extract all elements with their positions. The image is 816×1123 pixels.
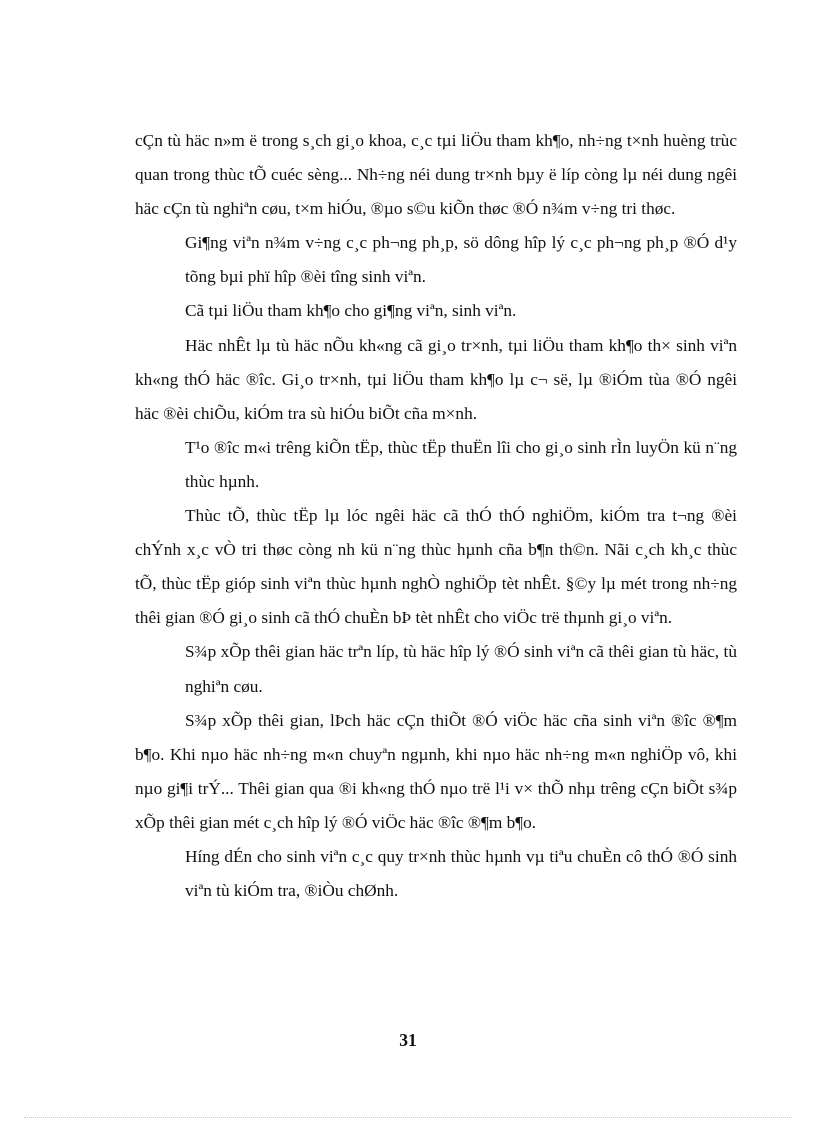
- paragraph-1: cÇn tù häc n»m ë trong s¸ch gi¸o khoa, c¸c tµi liÖu tham kh¶o, nh÷ng t×nh huèng trùc quan trong thùc tÕ cuéc sèng... Nh÷ng néi dung tr×nh bµy ë líp còng lµ néi dung ngêi häc cÇn tù nghiªn cøu, t×m hiÓu, ®µo s©u kiÕn thøc ®Ó n¾m v÷ng tri thøc.: [135, 131, 737, 219]
- paragraph-9: Híng dÉn cho sinh viªn c¸c quy tr×nh thùc hµnh vµ tiªu chuÈn cô thÓ ®Ó sinh viªn tù kiÓm tra, ®iÒu chØnh.: [185, 846, 737, 901]
- page-bottom-divider: [24, 1117, 792, 1118]
- body-text: [135, 124, 737, 908]
- paragraph-4: Häc nhÊt lµ tù häc nÕu kh«ng cã gi¸o tr×nh, tµi liÖu tham kh¶o th× sinh viªn kh«ng thÓ häc ®îc. Gi¸o tr×nh, tµi liÖu tham kh¶o lµ c¬ së, lµ ®iÓm tùa ®Ó ngêi häc ®èi chiÕu, kiÓm tra sù hiÓu biÕt cña m×nh.: [135, 335, 737, 423]
- page-number: 31: [399, 1030, 417, 1050]
- paragraph-5: T¹o ®îc m«i trêng kiÕn tËp, thùc tËp thuËn lîi cho gi¸o sinh rÌn luyÖn kü n¨ng thùc hµnh.: [185, 437, 737, 491]
- paragraph-6: Thùc tÕ, thùc tËp lµ lóc ngêi häc cã thÓ thÓ nghiÖm, kiÓm tra t¬ng ®èi chÝnh x¸c vÒ tri thøc còng nh kü n¨ng thùc hµnh cña b¶n th©n. Nãi c¸ch kh¸c thùc tÕ, thùc tËp gióp sinh viªn thùc hµnh nghÒ nghiÖp tèt nhÊt. §©y lµ mét trong nh÷ng thêi gian ®Ó gi¸o sinh cã thÓ chuÈn bÞ tèt nhÊt cho viÖc trë thµnh gi¸o viªn.: [135, 506, 737, 628]
- paragraph-7: S¾p xÕp thêi gian häc trªn líp, tù häc hîp lý ®Ó sinh viªn cã thêi gian tù häc, tù nghiªn cøu.: [185, 642, 737, 696]
- paragraph-2: Gi¶ng viªn n¾m v÷ng c¸c ph¬ng ph¸p, sö dông hîp lý c¸c ph¬ng ph¸p ®Ó d¹y tõng bµi phï hîp ®èi tîng sinh viªn.: [185, 233, 737, 287]
- paragraph-3: Cã tµi liÖu tham kh¶o cho gi¶ng viªn, sinh viªn.: [185, 301, 517, 321]
- paragraph-8: S¾p xÕp thêi gian, lÞch häc cÇn thiÕt ®Ó viÖc häc cña sinh viªn ®îc ®¶m b¶o. Khi nµo häc nh÷ng m«n chuyªn ngµnh, khi nµo häc nh÷ng m«n nghiÖp vô, khi nµo gi¶i trÝ... Thêi gian qua ®i kh«ng thÓ nµo trë l¹i v× thÕ nhµ trêng cÇn biÕt s¾p xÕp thêi gian mét c¸ch hîp lý ®Ó viÖc häc ®îc ®¶m b¶o.: [135, 710, 737, 832]
